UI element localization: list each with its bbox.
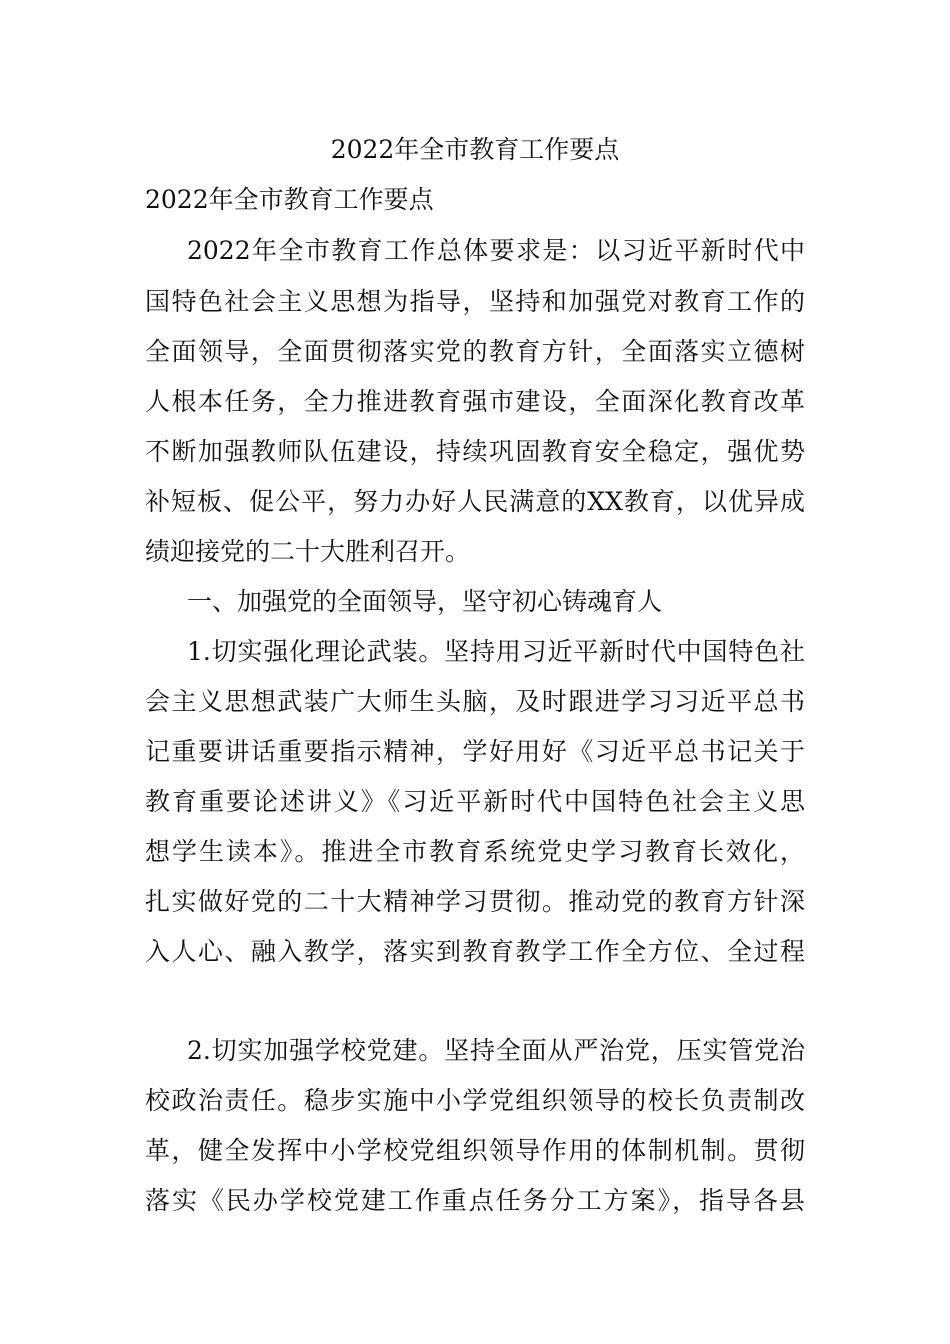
paragraph-line: 落实《民办学校党建工作重点任务分工方案》，指导各县 [145, 1186, 805, 1215]
paragraph-line: 2.切实加强学校党建。坚持全面从严治党，压实管党治 [187, 1036, 805, 1065]
paragraph-line: 国特色社会主义思想为指导，坚持和加强党对教育工作的 [145, 287, 805, 316]
paragraph-line: 绩迎接党的二十大胜利召开。 [145, 537, 471, 566]
paragraph-line: 补短板、促公平，努力办好人民满意的XX教育，以优异成 [145, 487, 805, 516]
section-heading: 一、加强党的全面领导，坚守初心铸魂育人 [187, 587, 663, 616]
paragraph-line: 教育重要论述讲义》《习近平新时代中国特色社会主义思 [145, 787, 805, 816]
paragraph-line: 校政治责任。稳步实施中小学党组织领导的校长负责制改 [145, 1086, 805, 1115]
paragraph-line: 入人心、融入教学，落实到教育教学工作全方位、全过程 [145, 937, 805, 966]
paragraph-line: 会主义思想武装广大师生头脑，及时跟进学习习近平总书 [145, 687, 805, 716]
paragraph-line: 2022年全市教育工作总体要求是：以习近平新时代中 [187, 236, 805, 265]
document-title: 2022年全市教育工作要点 [330, 135, 620, 164]
document-subtitle: 2022年全市教育工作要点 [145, 185, 434, 214]
paragraph-line: 全面领导，全面贯彻落实党的教育方针，全面落实立德树 [145, 337, 805, 366]
paragraph-line: 革，健全发挥中小学校党组织领导作用的体制机制。贯彻 [145, 1136, 805, 1165]
paragraph-line: 记重要讲话重要指示精神，学好用好《习近平总书记关于 [145, 737, 805, 766]
paragraph-line: 想学生读本》。推进全市教育系统党史学习教育长效化， [145, 837, 805, 866]
paragraph-line: 人根本任务，全力推进教育强市建设，全面深化教育改革 [145, 387, 805, 416]
paragraph-line: 扎实做好党的二十大精神学习贯彻。推动党的教育方针深 [145, 887, 805, 916]
paragraph-line: 1.切实强化理论武装。坚持用习近平新时代中国特色社 [187, 637, 805, 666]
paragraph-line: 不断加强教师队伍建设，持续巩固教育安全稳定，强优势 [145, 437, 805, 466]
